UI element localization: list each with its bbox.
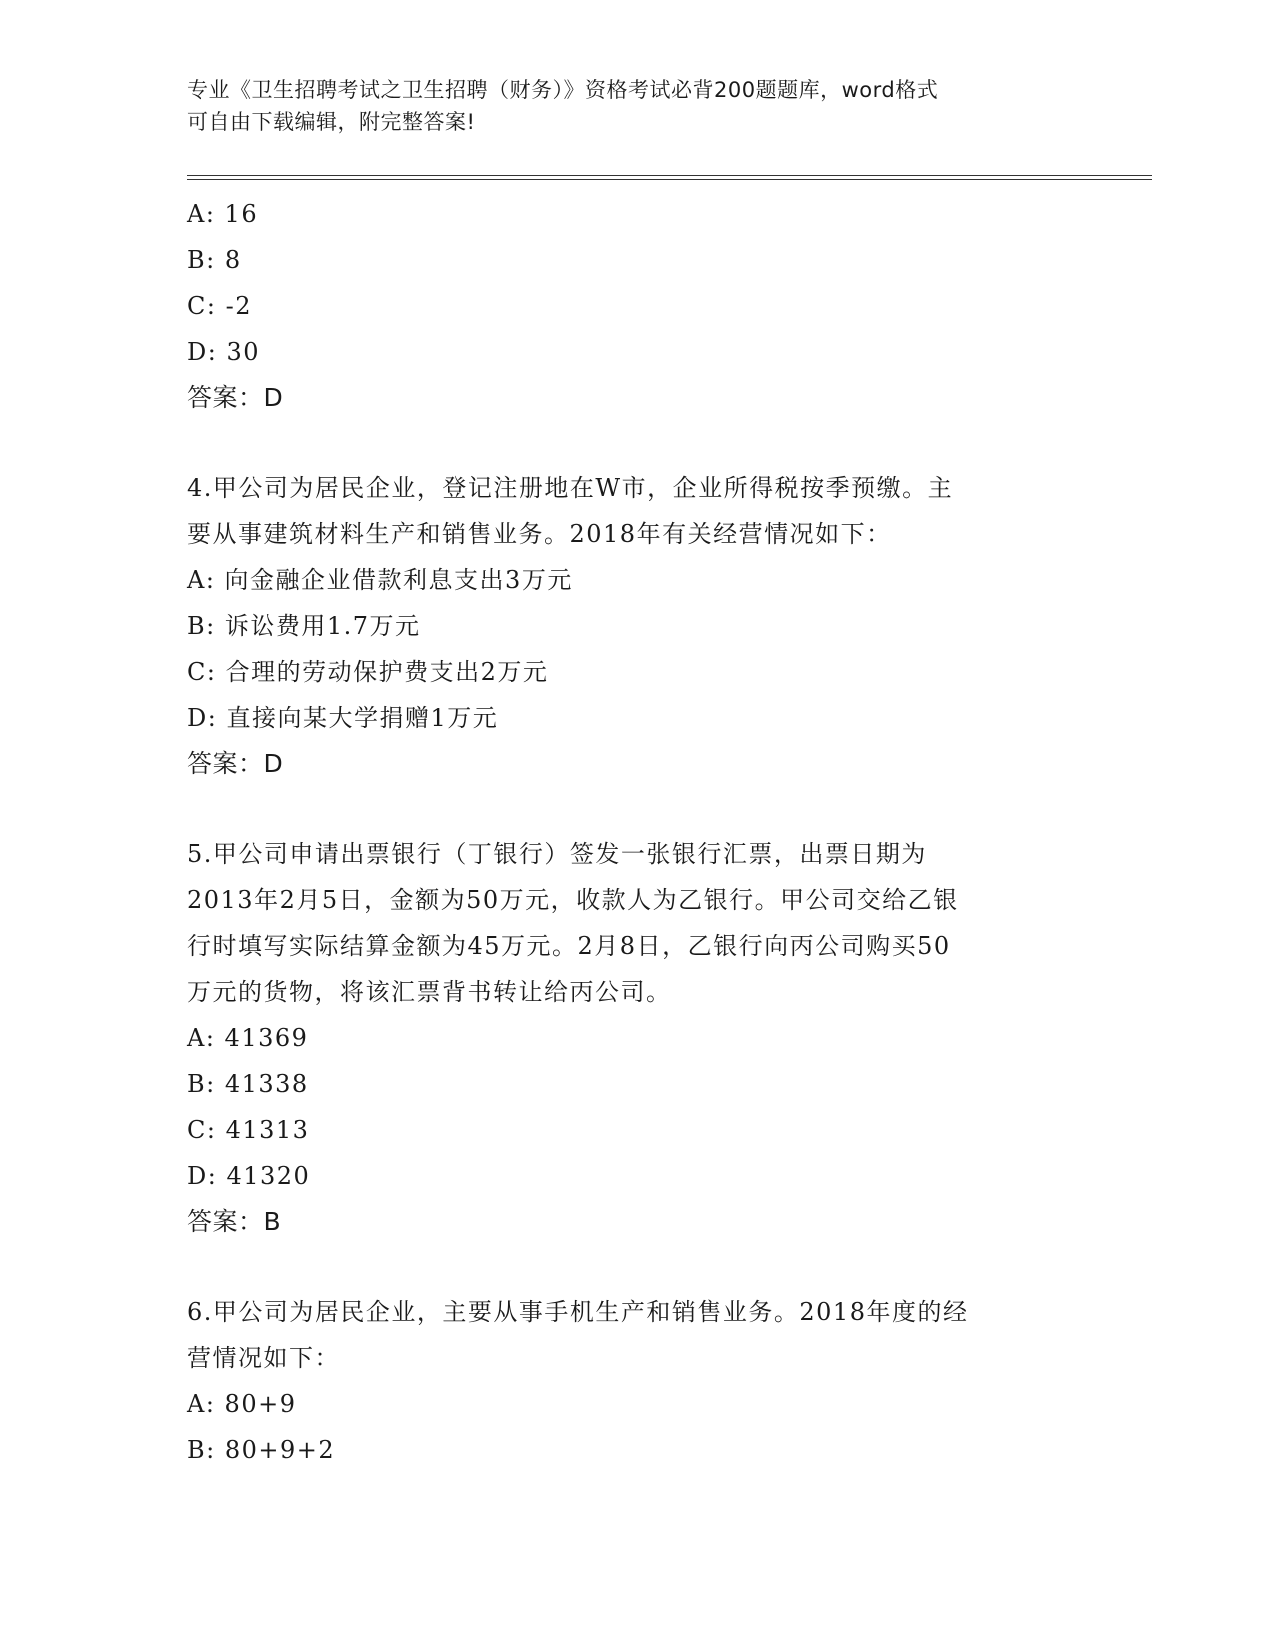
question-stem-line: 营情况如下： <box>187 1344 340 1372</box>
header-title-line-1: 专业《卫生招聘考试之卫生招聘（财务）》资格考试必背200题题库，word格式 <box>187 78 939 102</box>
option-a: A: 80+9 <box>187 1390 297 1418</box>
option-c: C: 合理的劳动保护费支出2万元 <box>187 658 549 686</box>
option-a: A: 向金融企业借款利息支出3万元 <box>187 566 573 594</box>
answer-line: 答案：D <box>187 383 284 412</box>
option-d: D: 41320 <box>187 1162 311 1190</box>
question-3 <box>187 191 1087 421</box>
question-stem-line: 行时填写实际结算金额为45万元。2月8日，乙银行向丙公司购买50 <box>187 932 951 960</box>
option-b: B: 41338 <box>187 1070 309 1098</box>
question-stem-line: 要从事建筑材料生产和销售业务。2018年有关经营情况如下： <box>187 520 892 548</box>
option-b: B: 8 <box>187 246 242 274</box>
answer-line: 答案：B <box>187 1207 282 1236</box>
question-stem-line: 6.甲公司为居民企业，主要从事手机生产和销售业务。2018年度的经 <box>187 1298 969 1326</box>
option-d: D: 直接向某大学捐赠1万元 <box>187 704 499 732</box>
document-body <box>187 191 1087 1473</box>
document-header <box>187 74 1067 138</box>
spacer <box>187 787 1087 831</box>
question-4 <box>187 465 1087 787</box>
question-stem-line: 万元的货物，将该汇票背书转让给丙公司。 <box>187 978 672 1006</box>
option-a: A: 16 <box>187 200 259 228</box>
question-stem-line: 4.甲公司为居民企业，登记注册地在W市，企业所得税按季预缴。主 <box>187 474 954 502</box>
option-c: C: -2 <box>187 292 252 320</box>
question-5 <box>187 831 1087 1245</box>
question-stem-line: 5.甲公司申请出票银行（丁银行）签发一张银行汇票，出票日期为 <box>187 840 927 868</box>
question-stem-line: 2013年2月5日，金额为50万元，收款人为乙银行。甲公司交给乙银 <box>187 886 959 914</box>
header-divider <box>187 175 1152 180</box>
spacer <box>187 1245 1087 1289</box>
question-6 <box>187 1289 1087 1473</box>
option-b: B: 诉讼费用1.7万元 <box>187 612 421 640</box>
spacer <box>187 421 1087 465</box>
option-c: C: 41313 <box>187 1116 310 1144</box>
header-title-line-2: 可自由下载编辑，附完整答案! <box>187 110 476 134</box>
option-a: A: 41369 <box>187 1024 309 1052</box>
option-d: D: 30 <box>187 338 260 366</box>
answer-line: 答案：D <box>187 749 284 778</box>
option-b: B: 80+9+2 <box>187 1436 336 1464</box>
